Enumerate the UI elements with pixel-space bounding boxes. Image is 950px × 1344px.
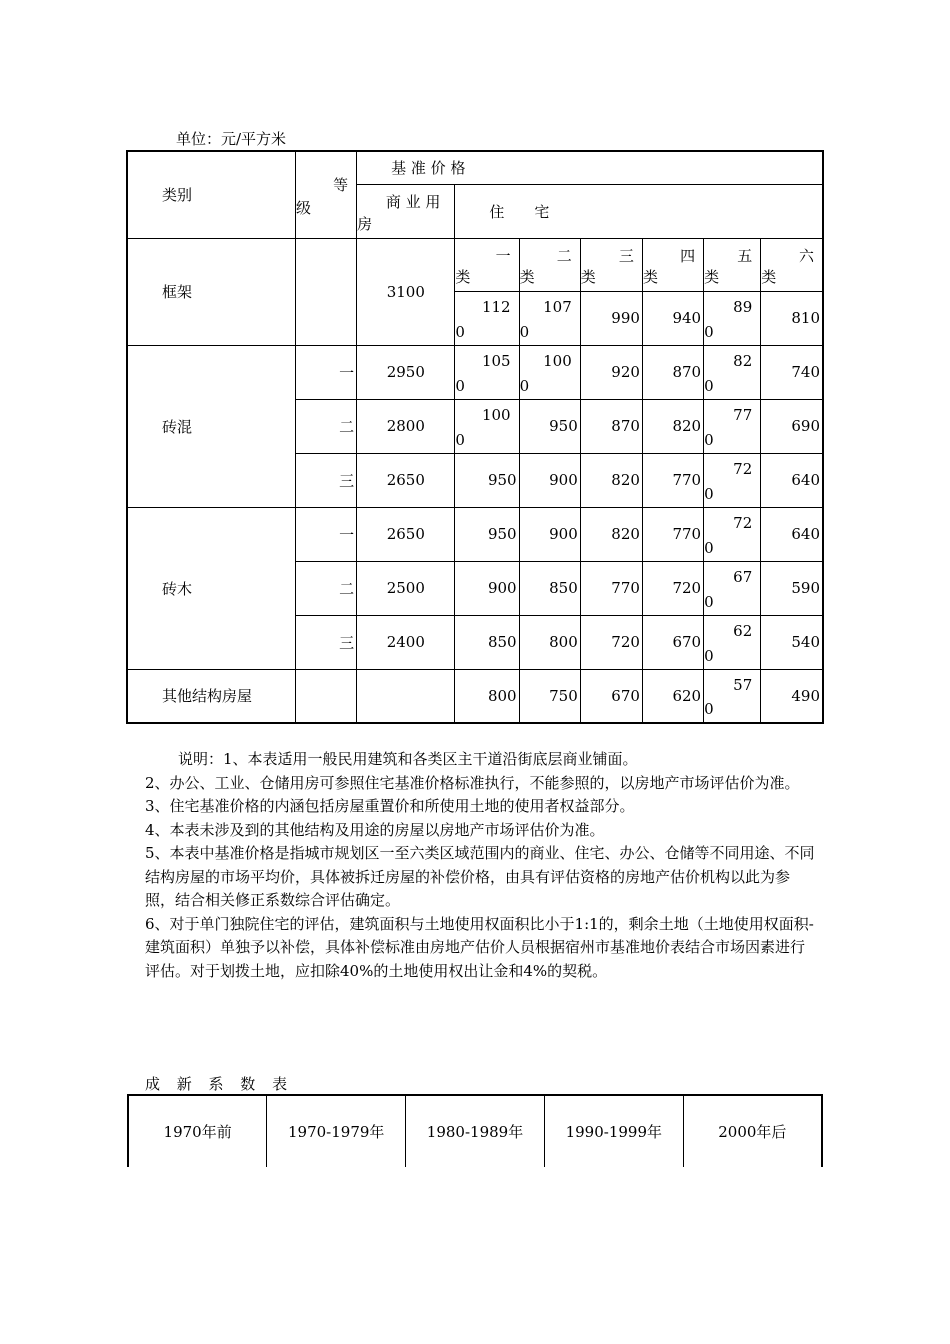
- price-cell: 950: [519, 399, 580, 453]
- commercial-price: 3100: [357, 238, 455, 345]
- class-header-2: 二 类: [519, 238, 580, 291]
- class-header-6: 六 类: [761, 238, 823, 291]
- price-cell: 89 0: [704, 291, 761, 345]
- price-cell: 640: [761, 507, 823, 561]
- price-cell: 640: [761, 453, 823, 507]
- row-label-zhuanmu: 砖木: [127, 507, 295, 669]
- grade-cell: 三: [295, 615, 356, 669]
- price-cell: 900: [519, 453, 580, 507]
- age-header-cell: 1990-1999年: [544, 1095, 683, 1167]
- grade-cell: 二: [295, 399, 356, 453]
- header-grade: 等 级: [295, 151, 356, 238]
- price-cell: 870: [642, 345, 703, 399]
- price-cell: 810: [761, 291, 823, 345]
- price-cell: 900: [519, 507, 580, 561]
- note-2: 2、办公、工业、仓储用房可参照住宅基准价格标准执行，不能参照的，以房地产市场评估价为准。: [145, 773, 800, 792]
- price-cell: 57 0: [704, 669, 761, 723]
- price-cell: 770: [642, 507, 703, 561]
- price-cell: 850: [519, 561, 580, 615]
- price-cell: 950: [455, 453, 519, 507]
- class-header-5: 五 类: [704, 238, 761, 291]
- price-cell: 67 0: [704, 561, 761, 615]
- price-cell: 800: [519, 615, 580, 669]
- price-cell: 107 0: [519, 291, 580, 345]
- price-cell: 62 0: [704, 615, 761, 669]
- grade-cell: 一: [295, 507, 356, 561]
- notes-section: [145, 748, 815, 983]
- price-cell: 720: [580, 615, 642, 669]
- price-cell: 870: [580, 399, 642, 453]
- grade-cell: 二: [295, 561, 356, 615]
- unit-label: 单位：元/平方米: [176, 130, 287, 148]
- header-category: 类别: [127, 151, 295, 238]
- row-label-other: 其他结构房屋: [127, 669, 295, 723]
- class-header-3: 三 类: [580, 238, 642, 291]
- price-cell: 820: [580, 507, 642, 561]
- price-cell: 77 0: [704, 399, 761, 453]
- price-cell: 900: [455, 561, 519, 615]
- price-cell: 100 0: [455, 399, 519, 453]
- price-cell: 950: [455, 507, 519, 561]
- price-cell: 82 0: [704, 345, 761, 399]
- age-header-cell: 1980-1989年: [406, 1095, 545, 1167]
- class-header-4: 四 类: [642, 238, 703, 291]
- note-5: 5、本表中基准价格是指城市规划区一至六类区域范围内的商业、住宅、办公、仓储等不同用途、不同结构房屋的市场平均价，具体被拆迁房屋的补偿价格，由具有评估资格的房地产估价机构以此为参照，结合相关修正系数综合评估确定。: [145, 844, 815, 909]
- price-cell: 750: [519, 669, 580, 723]
- price-cell: 850: [455, 615, 519, 669]
- note-3: 3、住宅基准价格的内涵包括房屋重置价和所使用土地的使用者权益部分。: [145, 797, 635, 815]
- price-cell: 72 0: [704, 453, 761, 507]
- price-cell: 940: [642, 291, 703, 345]
- price-cell: 740: [761, 345, 823, 399]
- price-cell: 490: [761, 669, 823, 723]
- commercial-price: 2500: [357, 561, 455, 615]
- depreciation-table: [127, 1094, 823, 1167]
- class-header-1: 一 类: [455, 238, 519, 291]
- price-cell: 990: [580, 291, 642, 345]
- note-4: 4、本表未涉及到的其他结构及用途的房屋以房地产市场评估价为准。: [145, 820, 605, 839]
- grade-cell: [295, 238, 356, 345]
- header-residential: 住 宅: [455, 184, 823, 238]
- price-cell: 770: [580, 561, 642, 615]
- price-cell: 720: [642, 561, 703, 615]
- commercial-price: 2650: [357, 453, 455, 507]
- grade-cell: 一: [295, 345, 356, 399]
- price-cell: 105 0: [455, 345, 519, 399]
- note-1: 说明：1、本表适用一般民用建筑和各类区主干道沿街底层商业铺面。: [178, 750, 638, 768]
- commercial-price: 2800: [357, 399, 455, 453]
- price-cell: 670: [580, 669, 642, 723]
- price-cell: 820: [580, 453, 642, 507]
- depreciation-table-title: 成 新 系 数 表: [145, 1075, 294, 1093]
- price-cell: 670: [642, 615, 703, 669]
- age-header-cell: 2000年后: [683, 1095, 822, 1167]
- price-cell: 920: [580, 345, 642, 399]
- grade-cell: [295, 669, 356, 723]
- commercial-price: 2650: [357, 507, 455, 561]
- age-header-cell: 1970年前: [128, 1095, 267, 1167]
- price-cell: 590: [761, 561, 823, 615]
- price-cell: 770: [642, 453, 703, 507]
- price-cell: 72 0: [704, 507, 761, 561]
- commercial-price: [357, 669, 455, 723]
- price-cell: 112 0: [455, 291, 519, 345]
- price-cell: 620: [642, 669, 703, 723]
- header-base-price: 基 准 价 格: [357, 151, 823, 184]
- base-price-table: [126, 150, 824, 724]
- price-cell: 540: [761, 615, 823, 669]
- price-cell: 690: [761, 399, 823, 453]
- grade-cell: 三: [295, 453, 356, 507]
- price-cell: 100 0: [519, 345, 580, 399]
- price-cell: 800: [455, 669, 519, 723]
- commercial-price: 2950: [357, 345, 455, 399]
- note-6: 6、对于单门独院住宅的评估，建筑面积与土地使用权面积比小于1:1的，剩余土地（土地使用权面积-建筑面积）单独予以补偿，具体补偿标准由房地产估价人员根据宿州市基准地价表结合市场因素进行评估。对于划拨土地，应扣除40%的土地使用权出让金和4%的契税。: [145, 914, 814, 980]
- commercial-price: 2400: [357, 615, 455, 669]
- row-label-zhuanhun: 砖混: [127, 345, 295, 507]
- price-cell: 820: [642, 399, 703, 453]
- header-commercial: 商 业 用 房: [357, 184, 455, 238]
- age-header-cell: 1970-1979年: [267, 1095, 406, 1167]
- row-label-kuangjia: 框架: [127, 238, 295, 345]
